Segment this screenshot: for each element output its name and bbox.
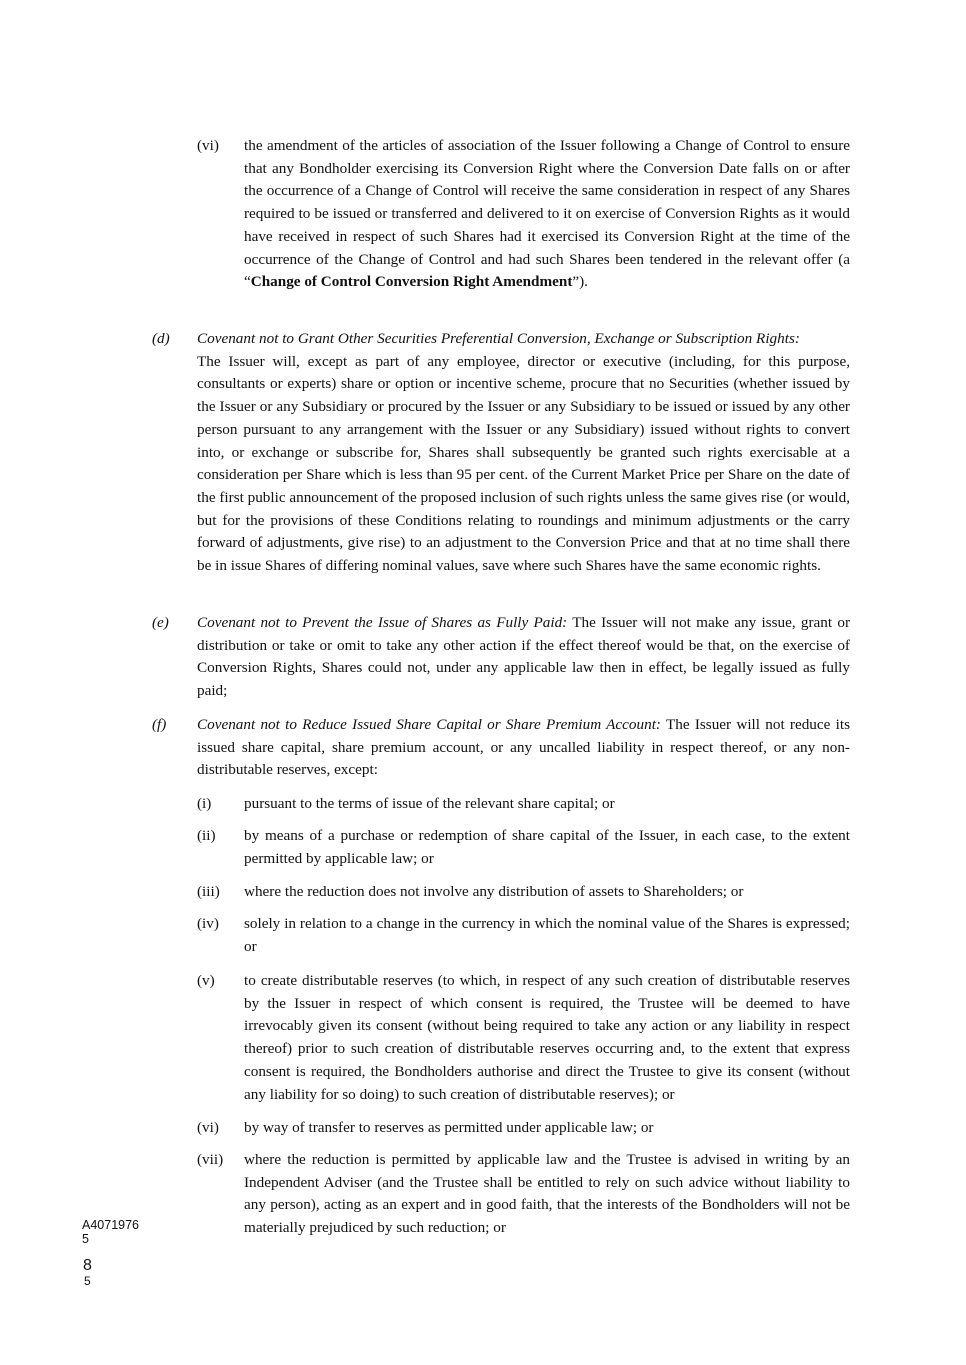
sub-item-label: (vi): [197, 1119, 219, 1136]
list-item: by way of transfer to reserves as permitted under applicable law; or: [244, 1119, 654, 1136]
list-item: where the reduction is permitted by applicable law and the Trustee is advised in writing by an Independent Adviser (and the Trustee shall be entitled to rely on such advice without liability to any person), acting as an expert and in good faith, that the interests of the Bondholders will not be materially prejudiced by such reduction; or: [244, 1151, 850, 1237]
clause-f-label: (f): [152, 716, 167, 733]
clause-e-text: The Issuer will not make any issue, grant or distribution or take or omit to take any other action if the effect thereof would be that, on the exercise of Conversion Rights, Shares could not, under any applicable law then in effect, be legally issued as fully paid;: [197, 614, 850, 700]
list-item: by means of a purchase or redemption of share capital of the Issuer, in each case, to the extent permitted by applicable law; or: [244, 827, 850, 867]
sub-item-label: (vii): [197, 1151, 224, 1168]
clause-f-text: The Issuer will not reduce its issued share capital, share premium account, or any uncalled liability in respect thereof, or any non-distributable reserves, except:: [197, 716, 850, 779]
clause-d: [197, 328, 850, 578]
clause-d-label: (d): [152, 330, 170, 347]
clause-e-heading: Covenant not to Prevent the Issue of Shares as Fully Paid:: [197, 614, 568, 631]
sub-item-label: (iv): [197, 915, 219, 932]
list-item: where the reduction does not involve any distribution of assets to Shareholders; or: [244, 883, 744, 900]
clause-f-heading: Covenant not to Reduce Issued Share Capital or Share Premium Account:: [197, 716, 661, 733]
page-number: 8: [83, 1257, 92, 1274]
sub-item-label: (vi): [197, 137, 219, 154]
clause-e: [197, 612, 850, 703]
clause-d-text: The Issuer will, except as part of any employee, director or executive (including, for this purpose, consultants or experts) share or option or incentive scheme, procure that no Securities (whether issued by the Issuer or any Subsidiary or procured by the Issuer or any Subsidiary to be issued or issued by any other person pursuant to any arrangement with the Issuer or any Subsidiary) issued without rights to convert into, or exchange or subscribe for, Shares shall subsequently be granted such rights exercisable at a consideration per Share which is less than 95 per cent. of the Current Market Price per Share on the date of the first public announcement of the proposed inclusion of such rights unless the same gives rise (or would, but for the provisions of these Conditions relating to roundings and minimum adjustments or the carry forward of adjustments, give rise) to an adjustment to the Conversion Price and that at no time shall there be in issue Shares of differing nominal values, save where such Shares have the same economic rights.: [197, 352, 850, 575]
sub-item-label: (v): [197, 972, 215, 989]
list-item: solely in relation to a change in the currency in which the nominal value of the Shares is expressed; or: [244, 915, 850, 955]
clause-d-heading: Covenant not to Grant Other Securities Preferential Conversion, Exchange or Subscription Rights:: [197, 330, 800, 347]
page-number-fragment: 5: [84, 1274, 91, 1288]
list-item: pursuant to the terms of issue of the relevant share capital; or: [244, 795, 615, 812]
sub-item-label: (iii): [197, 883, 220, 900]
sub-item-label: (i): [197, 795, 212, 812]
list-item: to create distributable reserves (to which, in respect of any such creation of distributable reserves by the Issuer in respect of which consent is required, the Trustee will be deemed to have irrevocably given its consent (without being required to take any action or any liability in respect thereof) prior to such creation of distributable reserves occurring and, to the extent that express consent is required, the Bondholders authorise and direct the Trustee to give its consent (without any liability for so doing) to such creation of distributable reserves); or: [244, 972, 850, 1103]
sub-item-label: (ii): [197, 827, 216, 844]
clause-e-label: (e): [152, 614, 169, 631]
clause-f: [197, 714, 850, 782]
defined-term: Change of Control Conversion Right Amendment: [250, 273, 573, 291]
document-reference: A4071976 5: [82, 1218, 140, 1246]
sub-item-vi-text: the amendment of the articles of association of the Issuer following a Change of Control to ensure that any Bondholder exercising its Conversion Right where the Conversion Date falls on or after the occurrence of a Change of Control will receive the same consideration in respect of any Shares required to be issued or transferred and delivered to it on exercise of Conversion Rights as it would have received in respect of such Shares had it exercised its Conversion Right at the time of the occurrence of the Change of Control and had such Shares been tendered in the relevant offer (a “Change of Control Conversion Right Amendment”).: [244, 137, 850, 291]
